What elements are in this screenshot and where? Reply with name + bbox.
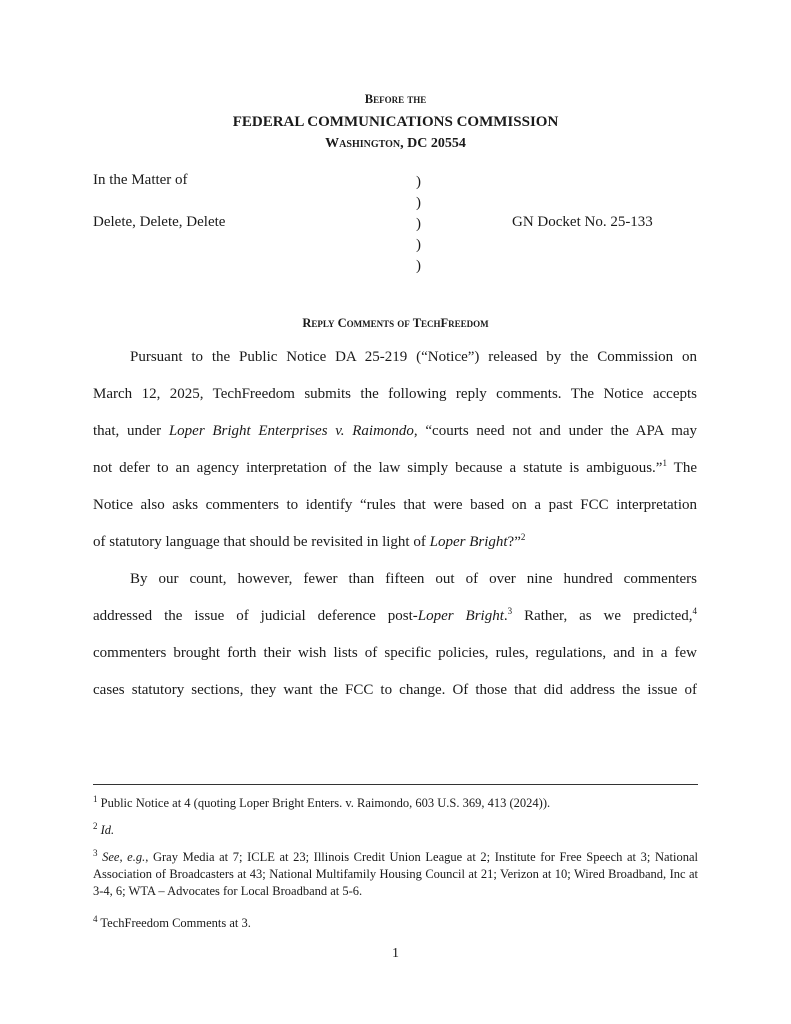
footnote-3: $^3$ See, e.g., Gray Media at 7; ICLE at 23; Illinois Credit Union League at 2; Institute for Free Speech at 3; National Association of Broadcasters at 43; National Multifamily Housing Council at 21; Verizon at 10; Wired Broadband, Inc at 3-4, 6; WTA – Advocates for Local Broadband at 5-6. <box>93 847 698 898</box>
body-line: Pursuant to the Public Notice DA 25-219 (“Notice”) released by the Commission on <box>130 349 697 365</box>
caption-docket: GN Docket No. 25-133 <box>512 214 653 230</box>
body-line: cases statutory sections, they want the FCC to change. Of those that did address the issue of <box>93 682 697 698</box>
caption-paren: ) <box>416 216 421 232</box>
header-location: Washington, DC 20554 <box>325 136 466 151</box>
header-before-the: Before the <box>364 92 427 106</box>
page-number: 1 <box>392 946 399 961</box>
footnote-ref[interactable]: 2 <box>520 532 526 542</box>
body-line: March 12, 2025, TechFreedom submits the following reply comments. The Notice accepts <box>93 386 697 402</box>
document-title: Reply Comments of TechFreedom <box>302 316 489 330</box>
case-name: Loper Bright <box>417 608 504 624</box>
caption-matter: In the Matter of <box>93 172 188 188</box>
header-commission: FEDERAL COMMUNICATIONS COMMISSION <box>232 114 559 130</box>
footnote-1: $^1$ Public Notice at 4 (quoting Loper Bright Enters. v. Raimondo, 603 U.S. 369, 413 (2024)). <box>93 793 551 810</box>
case-name: Loper Bright <box>429 534 508 550</box>
body-line: commenters brought forth their wish lists of specific policies, rules, regulations, and in a few <box>93 645 697 661</box>
caption-paren: ) <box>416 195 421 211</box>
footnote-4: $^4$ TechFreedom Comments at 3. <box>93 913 251 930</box>
body-line: not defer to an agency interpretation of the law simply because a statute is ambiguous.”$^1$ The <box>93 458 697 476</box>
case-name: Loper Bright Enterprises v. Raimondo <box>168 423 414 439</box>
footnote-ref[interactable]: 4 <box>692 606 698 616</box>
footnote-ref[interactable]: 1 <box>662 458 667 468</box>
body-line: Notice also asks commenters to identify “rules that were based on a past FCC interpretation <box>93 497 697 513</box>
caption-paren: ) <box>416 258 421 274</box>
caption-paren: ) <box>416 174 421 190</box>
body-line: of statutory language that should be revisited in light of Loper Bright?”$^2$ <box>93 532 526 550</box>
footnote-separator <box>93 784 698 785</box>
caption-paren: ) <box>416 237 421 253</box>
body-line: addressed the issue of judicial deference post-Loper Bright.$^3$ Rather, as we predicted,$^4$ <box>93 606 698 624</box>
body-line: By our count, however, fewer than fifteen out of over nine hundred commenters <box>130 571 697 587</box>
footnote-ref[interactable]: 3 <box>507 606 513 616</box>
footnote-2: $^2$ Id. <box>93 820 115 837</box>
caption-proceeding: Delete, Delete, Delete <box>93 214 226 230</box>
body-line: that, under Loper Bright Enterprises v. Raimondo, “courts need not and under the APA may <box>93 423 698 439</box>
